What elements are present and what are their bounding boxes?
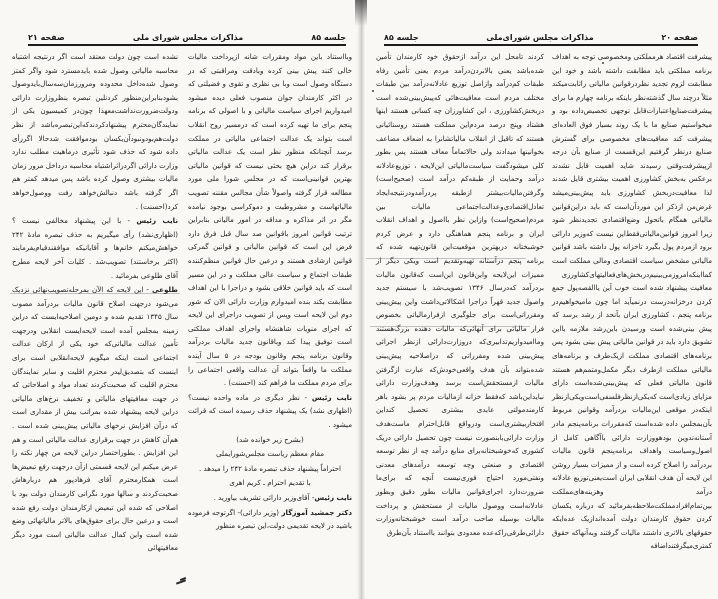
gutter-shadow	[355, 0, 367, 26]
left-page-column-right	[188, 50, 352, 533]
speech-paragraph	[12, 283, 178, 555]
speaker-name: نایب رئیس	[311, 392, 352, 402]
letter-body: احتراماً پیشنهاد حذف تبصره مادهٔ ۲۴۲ را میدهد .	[199, 463, 341, 473]
speech-text: - این لایحه که الآن بمرحله‌تصویب‌نهائی نزدیک می‌شود درجهت اصلاح قانون مالیات بردرآمد مصوب سال ۱۳۴۵ تقدیم شده و دومین اصلاحیه‌ایست که دراین زمینه بمجلس آمده است لایحه‌ایست انقلابی ودرجهت تأمین عدالت مالیاتی‌که خود یکی از ارکان عدالت اجتماعی است اینکه میگویم لایحه‌انقلابی است برای اینست که بتصدیق‌لیدر محترم اقلیت و سایر نمایندگان محترم اقلیت که صحبت‌کردند تعداد مواد و اصلاحاتی که در جهت معافیتهای مالیاتی و تخفیف نرخ‌های مالیاتی دراین لایحه پیشنهاد شده بمراتب بیش از مقداری است که درآن افزایش نرخهای مالیاتی پیش‌بینی شده است . هم‌آن کاهش در جهت برقراری عدالت مالیاتی است و هم این افزایش . بطوراختصار دراین لایحه من چهار نکته را عرض میکنم این لایحه قسمتی ازآن درجهت رفع تبعیض‌ها است همکارمحترم آقای فرهادپور هم دربارهاش صحبت‌کردند و سالها مورد نگرانی کارمندان دولت بود با اصلاحی که شده این تبعیض ازکارمندان دولت رفع شده است و درعین‌ حال برای حقوق‌های بالاتر مالیاتهائی وضع شده است واین کمال عدالت مالیاتی است مورد دیگر معافیتهائی	[12, 285, 179, 553]
speech-text: (وزیر دارائی)- اگرتوجه فرموده باشید در لایحه تقدیمی دولت،این تبصره منظور	[188, 507, 352, 531]
speech-text: - با این پیشنهاد مخالفی نیست ؟ (اظهاری‌نشد) رأی میگیریم به حذف تبصره مادهٔ ۲۴۲ خواهش‌میکنم خانم‌ها و آقایانیکه موافقندقیام‌بفرمایند (اکثر برخاستند) تصویب‌شد . کلیات آخر لایحه مطرح آقای طلوعی بفرمائید .	[12, 216, 178, 280]
paragraph: پیشرفت اقتصاد هرمملکتی ومخصوصی توجه به اهداف برنامه مملکتی باید مطابقت داشته باشد و خود این مطابقت لزوم تجدید نظردرقوانین مالیاتی راثابت‌میکند مثلاً درچند سال گذشته‌نظر باینکه برنامه چهارم ما برای پیشرفت‌صنایع‌اعتبارات‌قابل توجهی تخصیص‌داده بود و میخواستیم صنایع ما با یک روند بسیار فوق العاده‌ای پیشرفت کند معافیت‌های مخصوصی برای گسترش صنایع درنظر گرفتیم این‌قسمت از صنایع بآن درجه ازپیشرفت‌وقتی رسیدند شاید اهمیت قابل نشدند برعکس به‌بخش کشاورزی اهمیت بیشتری قایل شدند لذا معافیت‌دربخش کشاورزی باید پیش‌بینی‌میشد غرض‌من ازذکر این موردآن‌است که باید دراین‌قوانین مالیاتی همگام باتحول وضع‌اقتصادی تجدیدنظر شود زیرا امروز قوانین‌مالیاتی‌فقط‌این نیست که‌وزیر دارائی برود ازمردم پول بگیرد تاخزانه پول داشته باشد قوانین مالیاتی مشخص سیاست اقتصادی ومالی مملکت است کمااینکه‌امروز‌می‌بینیم‌دربخش‌های‌فعالیتهای‌کشاورزی معافیت پیشنهاد شده است خوب آین یاالقصه‌پول جمع کردن درخزانه‌درست درنمیآید اما چون مامیخواهیم‌در برنامه پنجم ، کشاورزی ایران بآنحد از رشد برسد که پیش بینی‌شده است ورسیدن باین‌رشد ملازمه بااین تشویق دارد باید در قوانین مالیاتی پیش بینی بشود پس برنامه‌های اقتصادی مملکت ازیک‌طرف و برنامه‌های مالیاتی مملکت ازطرف دیگر مکمل‌ومتمم‌هم هستند قانون مالیاتی فعلی که پیش‌بینی‌شده‌است دارای مزایای زیادی‌است که‌یکی‌ازنظر‌فلسفی‌است‌ویکی‌ازنظر اینکه‌در موقعی این‌مالیات بردرآمد وقوانین مربوط بآن‌بمجلس داده شده‌است که‌مقررات برنامه‌پنجم مادر آستانه‌تدوین بودهووزارت دارائی باآگاهی کامل از اصول‌وسیاست واهداف برنامه‌پنجم قانون مالیات بردرآمد را اصلاح کرده است و از ممیزات بسیار روشن این لایحه آن هدف انقلابی ایران است‌یعنی‌توزیع عادلانه درآمد وهزینه‌های‌مملکت بین‌تمام‌افراد‌مملکت‌ملاحظه‌بفرمائید که درباره یکسان کردن حقوق کارمندان دولت آمده‌اند‌ازیک عده‌ایکه حقوقهای بالاتری داشتند مالیات گرفتند وبه‌آنهاکه حقوق کمتری‌میگرفتنداضافه	[552, 52, 712, 551]
book-gutter	[357, 0, 365, 599]
header-rule	[384, 44, 698, 46]
right-page	[362, 0, 718, 599]
speaker-name: طلوعی	[151, 285, 178, 295]
scan-artifact-line	[10, 293, 180, 294]
running-title: مذاکرات مجلس شورای ملی	[132, 33, 244, 42]
right-page-column-right	[552, 50, 712, 553]
speaker-name: دکتر جمشید آموزگار	[281, 507, 352, 517]
header-rule	[28, 44, 346, 46]
scan-artifact-line	[370, 326, 530, 327]
right-page-column-left	[376, 50, 544, 539]
letter-addressee: مقام معظم ریاست مجلس‌شورایملی	[215, 449, 325, 459]
speech-text: - آقای‌وزیر دارائی تشریف بیاورید .	[213, 493, 315, 502]
session-label: جلسه ۸۵	[311, 33, 346, 42]
speech-paragraph	[12, 214, 178, 282]
scan-speck	[372, 90, 374, 92]
speech-paragraph	[188, 491, 352, 505]
letter-signature: با تقدیم احترام ـ کریم اهری	[229, 478, 311, 488]
speaker-name: نایب رئیس	[136, 216, 178, 226]
left-page-column-left	[12, 50, 178, 555]
speech-paragraph	[188, 506, 352, 533]
reading-note: (بشرح زیر خوانده شد)	[236, 434, 304, 444]
speech-text: - نظر دیگری در ماده واحده نیست؟ (اظهاری نشد) یک پیشنهاد حذف رسیده است که قرائت میشود .	[188, 392, 352, 430]
left-page-header	[28, 26, 346, 42]
scan-speck	[602, 62, 604, 64]
session-label: جلسه ۸۵	[384, 33, 419, 42]
running-title: مذاکرات مجلس شورای‌ملی	[486, 33, 594, 42]
page-number: صفحه ۲۱	[28, 33, 65, 42]
speaker-name: نایب رئیس	[314, 493, 352, 502]
right-page-header	[384, 26, 698, 42]
speech-paragraph	[188, 391, 352, 432]
scan-artifact-line	[196, 362, 346, 363]
paragraph: وبااستناد باین مواد ومقررات شانه ازپرداخت مالیات خالی کنند پیش بینی کرده وبادقت ومراقبتی که در دستگاه وصول است وبا بی نظری و تقوی و فضیلتی که در اکثر کارمندان جوان منصوب فعلی دیده میشود امیدواریم اجرای سیاست مالیاتی و با اصولی که برنامه پنجم برای ما تهیه کرده است که درمسیر روح انقلاب است بتواند یک عدالت اجتماعی مالیاتی در مملکت برسد آنچنانکه منظور نظر است یک عدالت مالیاتی برقرار کند دراین هیچ بحثی نیست که قوانین مالیاتی بهترین قوانینی‌است که در مجلس شورا ملی مورد مطالعه قرار گرفته واصولاً شأن مجالس مقننه تصویب مالیاتهاست و مشروطیت و دموکراسی بوجود نیامده مگر در اثر مذاکره و مداقه در امور مالیاتی بنابراین ترتیب قوانین امروز باقوانین صد سال قبل فرق دارد فرض این است که قوانین مالیاتی و قوانین گمرکی قوانین ارشادی هستند و درعین حال قوانین منظم‌کننده طبقات اجتماع و سیاست عالی مملکت و در این مسیر است که باید قوانین خلاقی بشود و دراجرا با این اهداف مطابقت بکند بنده امیدوارم وزارت دارائی الان که شور دوم این لایحه است وپس از تصویب دراجرای این لایحه که اجرای منویات شاهنشاه واجرای اهداف مملکتی است توفیق پیدا کند وباقانون جدید مالیات بردرآمد وقانون برنامه پنجم وقانون بودجه در ۵ سال آینده مملکت ما واقعاً بتواند آن عدالت واقعی اجتماعی را برای مردم مملکت ما فراهم کند (احسنت) .	[188, 52, 353, 388]
paragraph: نشده است چون دولت معتقد است اگر درنتیجه اشتباه محاسبه مالیاتی وصول شده بایدمسترد شود واگر کمتر وصول شده‌داخل محدوده ومرورزمان‌سه‌سال‌بایدوصول بشودبنابراین‌منظور کردنلین تبصره بنظروزارت دارائی ودولت‌ضرورت‌نداشت‌معهذا چون‌در کمیسیون یکی از نمایندگان‌محترم پیشنهادکردند‌که‌این‌تبصره‌باشد از نظر دولت‌هم‌بودونبودآن‌یکسان بودموافقت شدحالا اگررأی داده شود که حذف شود تأثیری درماهیت مطلب ندارد وزارت دارائی اگردراثراشتباه محاسبه درداخل مرور زمان مالیات بیشتری وصول کرده باشد پس میدهد کمتر هم اگر گرفته باشد دنبالش‌خواهد رفت ووصول‌خواهد کرد(احسنت) .	[12, 52, 178, 211]
paragraph: کردند تامحل این درآمد ازحقوق خود کارمندان تأمین شده‌باشد یعنی بالابردن‌درآمد مردم یعنی تأمین رفاه طبقات کم‌درآمد وازاصل توزیع عادلانه‌درآمد بین طبقات مختلف مردم است معافیت‌هائی که‌پیش‌بینی‌شده است دربخش‌کشاورزی ، این کشاورزان چه کسانی هستند اینها هشتاد وپنج درصد مردم‌این مملکت هستند روستائیانی هستند که تاقبل از انقلاب مالیاتشانرا به اضعاف مضاعف بخوانینها میدادند ولی حالاتماماً معاف هستند پس بطور کلی میشودگفت سیاست‌مالیاتی این‌لایحه ، توزیع‌عادلانه درآمد وحمایت از طبقه‌کم درآمد است (صحیح‌است) وگرفتن‌مالیات‌بیشتر ازطبقه پردرآمدو‌درنتیجه‌ایجاد تعادل‌اقتصادی‌وعدالت‌اجتماعی مالیات بین مردم(صحیح‌است) وازاین نظر بااصول و اهداف انقلاب ایران و برنامه پنجم هماهنگی دارد و عرض کردم خوشبختانه دربهترین موقعیت‌این قانون‌تهیه شده که برنامه پنجم درآستانه تهیه‌وتقدیم است ویکی دیگر از ممیزات این‌لایحه واین‌قانون این‌است که‌قانون مالیات بردرآمد که‌درسال ۱۳۴۶ تصویب‌شد با سیستم جدید واصول جدید قهراً دراجرا اشکالاتی‌داشت واین پیش‌بینی ومقرراتی‌است برای جلوگیری ازفرارمالیاتی بخصوص فرار مالیاتی برای آنهائی‌که مالیات دهنده بزرگ‌هستند وماامیدواریم‌تدابیری‌که دروزارت‌دارائی ازنظر اجرائی پیش‌بینی شده ومقرراتی که دراصلاحیه پیش‌بینی شده‌بتواند بآن هدف واقعی‌خودش‌که عبارت ازگرفتن مالیات ازمستحقش‌است برسد وهدف‌وزارت دارائی نبایداین‌باشد که‌فقط خزانه ازمالیات مردم پر بشود باهر کارمندمولتی عایدی بیشتری تحصیل کنداین افتخاربیشتری‌است ودرواقع قابل‌احترام ماست‌هدف وزارت دارائی‌بابنصورت نیست چون تحصیل دارائی دریک کشوری که‌خوشبختانه‌برای منابع درآمد چه از نظر توسعه اقتصادی و صنعتی وچه توسعه درآمدهای معدنی ونفتی‌مورد احتیاج فوری‌نیست آنچه که برای‌ما ضرورت‌دارد اجرای‌قوانین مالیات بطور دقیق وبطور عادلانه‌است ووصول مالیات از مستحقش و پرداخت مالیات بوسیله صاحب درآمد است خوشبختانه‌وزارت دارائی‌طرقی‌راکه‌عده معدودی بتوانند بااستناد بآن‌طرق	[376, 52, 544, 537]
page-number: صفحه ۲۰	[661, 33, 698, 42]
scan-artifact-line	[366, 258, 526, 259]
